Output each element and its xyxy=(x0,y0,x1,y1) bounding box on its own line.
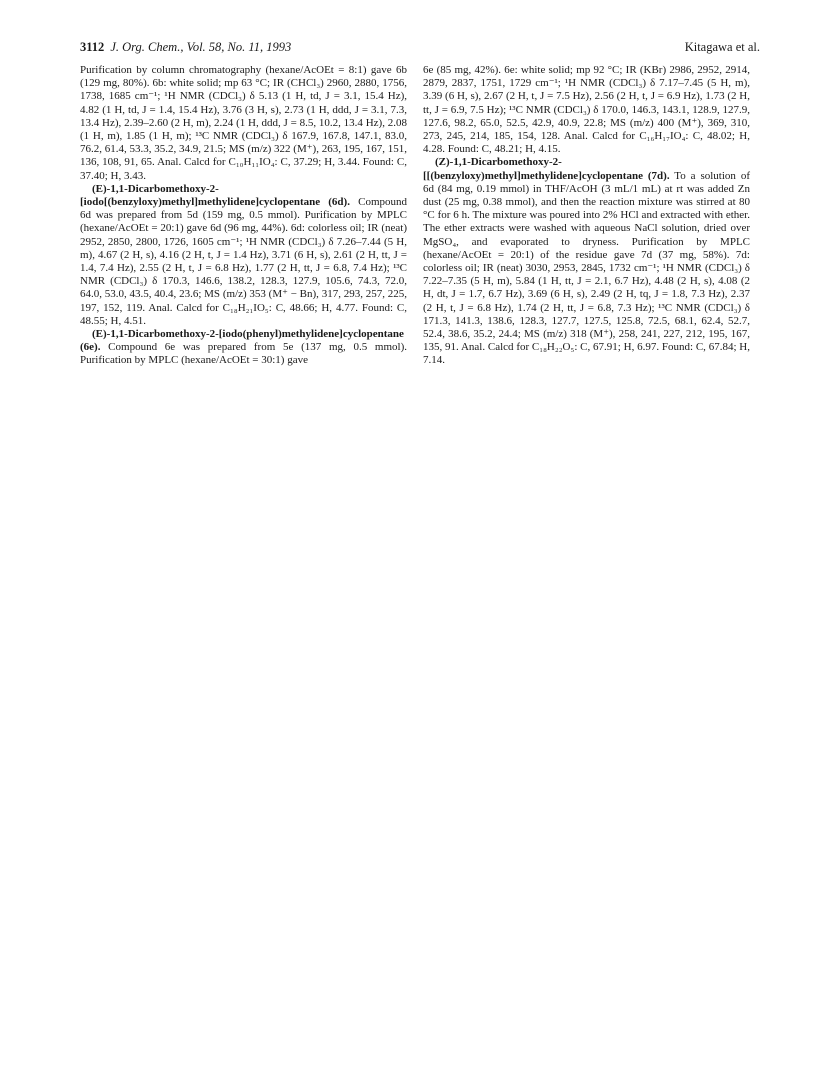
paragraph-6e-continued xyxy=(423,64,750,156)
paragraph-compound-6e xyxy=(80,328,407,368)
paragraph-text: Compound 6e was prepared from 5e (137 mg, 0.5 mmol). Purification by MPLC (hexane/AcOEt = 30:1) gave xyxy=(80,341,407,367)
journal-citation: J. Org. Chem., Vol. 58, No. 11, 1993 xyxy=(110,40,292,54)
header-citation xyxy=(80,38,291,56)
compound-heading: (E)-1,1-Dicarbomethoxy-2-[iodo(phenyl)methylidene]cyclopentane (6e). xyxy=(80,328,404,354)
left-column xyxy=(80,64,407,368)
paragraph-text: 6e (85 mg, 42%). 6e: white solid; mp 92 °C; IR (KBr) 2986, 2952, 2914, 2879, 2837, 1751, 1729 cm⁻¹; ¹H NMR (CDCl₃) δ 7.17–7.45 (5 H, m), 3.39 (6 H, s), 2.67 (2 H, t, J = 7.5 Hz), 2.56 (2 H, t, J = 6.9 Hz), 1.73 (2 H, tt, J = 6.9, 7.5 Hz); ¹³C NMR (CDCl₃) δ 170.0, 146.3, 143.1, 128.9, 127.9, 127.6, 98.2, 65.0, 52.5, 42.9, 40.9, 22.8; MS (m/z) 400 (M⁺), 369, 310, 273, 245, 214, 185, 154, 128. Anal. Calcd for C₁₆H₁₇IO₄: C, 48.02; H, 4.28. Found: C, 48.21; H, 4.15. xyxy=(423,64,750,156)
page-number: 3112 xyxy=(80,40,105,54)
right-column xyxy=(423,64,750,368)
paragraph-6b-data xyxy=(80,64,407,183)
compound-heading: (Z)-1,1-Dicarbomethoxy-2-[[(benzyloxy)methyl]methylidene]cyclopentane (7d). xyxy=(423,156,670,182)
paragraph-text: To a solution of 6d (84 mg, 0.19 mmol) in THF/AcOH (3 mL/1 mL) at rt was added Zn dust (25 mg, 0.38 mmol), and then the reaction mixture was stirred at 80 °C for 6 h. The mixture was poured into 2% HCl and extracted with ether. The ether extracts were washed with aqueous NaCl solution, dried over MgSO₄, and evaporated to dryness. Purification by MPLC (hexane/AcOEt = 20:1) of the residue gave 7d (37 mg, 58%). 7d: colorless oil; IR (neat) 3030, 2953, 2845, 1732 cm⁻¹; ¹H NMR (CDCl₃) δ 7.22–7.35 (5 H, m), 5.84 (1 H, tt, J = 2.1, 6.7 Hz), 4.48 (2 H, s), 4.08 (2 H, dt, J = 1.7, 6.7 Hz), 3.69 (6 H, s), 2.49 (2 H, tq, J = 1.8, 7.3 Hz), 2.37 (2 H, t, J = 6.8 Hz), 1.74 (2 H, tt, J = 6.8, 7.3 Hz); ¹³C NMR (CDCl₃) δ 171.3, 141.3, 138.6, 128.3, 127.7, 127.5, 125.8, 72.5, 68.1, 62.4, 52.7, 52.4, 38.6, 35.2, 24.4; MS (m/z) 318 (M⁺), 258, 241, 227, 212, 195, 167, 135, 91. Anal. Calcd for C₁₈H₂₂O₅: C, 67.91; H, 6.97. Found: C, 67.84; H, 7.14. xyxy=(423,169,751,367)
paragraph-compound-7d xyxy=(423,156,750,367)
page-header xyxy=(80,38,760,56)
paragraph-text: Compound 6d was prepared from 5d (159 mg, 0.5 mmol). Purification by MPLC (hexane/AcOEt = 20:1) gave 6d (96 mg, 44%). 6d: colorless oil; IR (neat) 2952, 2850, 2800, 1726, 1605 cm⁻¹; ¹H NMR (CDCl₃) δ 7.26–7.44 (5 H, m), 4.67 (2 H, s), 4.16 (2 H, t, J = 1.4 Hz), 3.71 (6 H, s), 2.61 (2 H, tt, J = 1.4, 7.4 Hz), 2.55 (2 H, t, J = 6.8 Hz), 1.77 (2 H, tt, J = 6.8, 7.4 Hz); ¹³C NMR (CDCl₃) δ 170.3, 146.6, 138.2, 128.3, 127.9, 105.6, 74.3, 72.0, 64.0, 53.0, 43.5, 40.4, 23.6; MS (m/z) 353 (M⁺ − Bn), 317, 293, 257, 225, 197, 152, 119. Anal. Calcd for C₁₈H₂₁IO₅: C, 48.66; H, 4.77. Found: C, 48.55; H, 4.51. xyxy=(80,196,407,327)
compound-heading: (E)-1,1-Dicarbomethoxy-2-[iodo[(benzyloxy)methyl]methylidene]cyclopentane (6d). xyxy=(80,182,350,209)
paragraph-text: Purification by column chromatography (hexane/AcOEt = 8:1) gave 6b (129 mg, 80%). 6b: white solid; mp 63 °C; IR (CHCl₃) 2960, 2880, 1756, 1738, 1685 cm⁻¹; ¹H NMR (CDCl₃) δ 5.13 (1 H, td, J = 3.1, 15.4 Hz), 4.82 (1 H, td, J = 1.4, 15.4 Hz), 3.76 (3 H, s), 2.73 (1 H, ddd, J = 3.1, 7.3, 13.4 Hz), 2.39–2.60 (2 H, m), 2.24 (1 H, ddd, J = 8.5, 10.2, 13.4 Hz), 2.08 (1 H, m), 1.85 (1 H, m); ¹³C NMR (CDCl₃) δ 167.9, 167.8, 147.1, 83.0, 76.2, 61.4, 53.3, 35.2, 34.9, 21.5; MS (m/z) 322 (M⁺), 263, 195, 167, 151, 136, 108, 91, 65. Anal. Calcd for C₁₀H₁₁IO₄: C, 37.29; H, 3.44. Found: C, 37.40; H, 3.43. xyxy=(80,64,407,182)
paragraph-compound-6d xyxy=(80,183,407,328)
running-head-authors: Kitagawa et al. xyxy=(684,40,760,54)
